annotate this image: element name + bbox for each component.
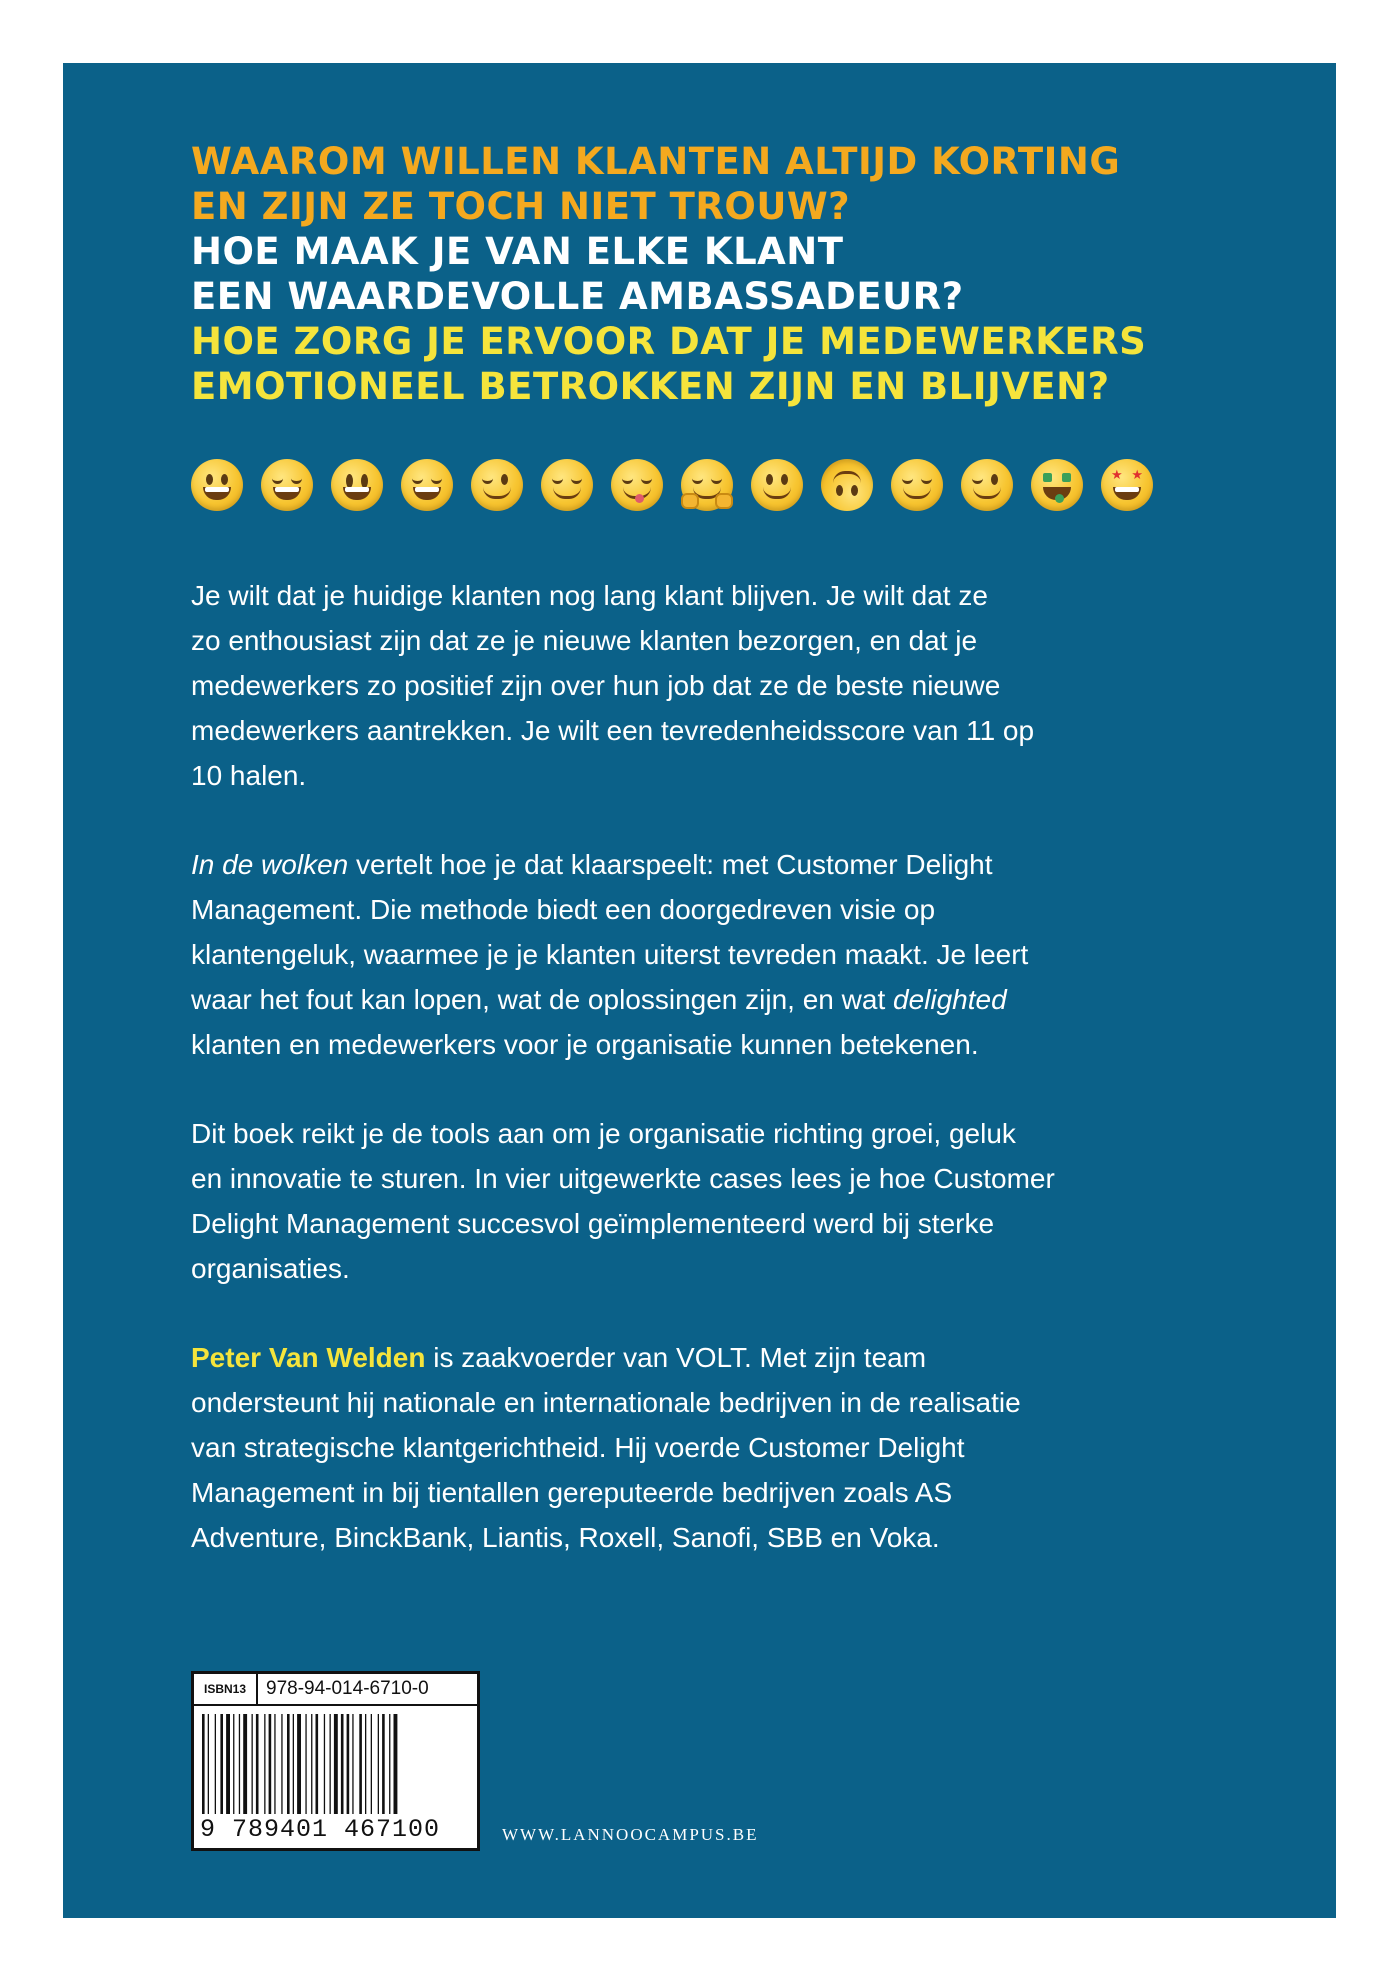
- headline-line: HOE ZORG JE ERVOOR DAT JE MEDEWERKERS: [191, 320, 1147, 363]
- barcode-bar: [316, 1714, 319, 1814]
- beaming-face-icon: [261, 459, 313, 511]
- barcode-bar: [256, 1714, 259, 1814]
- barcode-bar: [297, 1714, 301, 1814]
- book-title: In de wolken: [191, 849, 349, 880]
- text-line: Je wilt dat je huidige klanten nog lang klant blijven. Je wilt dat ze: [191, 580, 988, 611]
- text-line: ondersteunt hij nationale en internationale bedrijven in de realisatie: [191, 1387, 1021, 1418]
- author-name: Peter Van Welden: [191, 1342, 426, 1373]
- text-line: zo enthousiast zijn dat ze je nieuwe klanten bezorgen, en dat je: [191, 625, 978, 656]
- description: [191, 573, 1211, 1604]
- headline-line: EEN WAARDEVOLLE AMBASSADEUR?: [191, 275, 964, 318]
- text-fragment: is zaakvoerder van VOLT. Met zijn team: [425, 1342, 927, 1373]
- isbn-barcode: [191, 1671, 480, 1851]
- paragraph-author: [191, 1335, 1211, 1560]
- barcode-bar: [293, 1714, 294, 1814]
- text-line: [191, 842, 1211, 887]
- barcode-bar: [252, 1714, 253, 1814]
- book-back-cover: [63, 63, 1336, 1918]
- barcode-bar: [239, 1714, 240, 1814]
- text-fragment: waar het fout kan lopen, wat de oplossingen zijn, en wat: [191, 984, 893, 1015]
- text-line: en innovatie te sturen. In vier uitgewerkte cases lees je hoe Customer: [191, 1163, 1055, 1194]
- barcode-bar: [341, 1714, 344, 1814]
- emoji-row: [191, 459, 1153, 511]
- smirking-face-icon: [471, 459, 523, 511]
- barcode-bar: [365, 1714, 366, 1814]
- publisher-website: WWW.LANNOOCAMPUS.BE: [502, 1825, 759, 1844]
- grinning-big-eyes-icon: [331, 459, 383, 511]
- emphasis: delighted: [893, 984, 1007, 1015]
- text-line: klanten en medewerkers voor je organisatie kunnen betekenen.: [191, 1029, 979, 1060]
- text-line: Adventure, BinckBank, Liantis, Roxell, Sanofi, SBB en Voka.: [191, 1522, 940, 1553]
- barcode-bar: [305, 1714, 306, 1814]
- barcode-bar: [208, 1714, 209, 1814]
- headline-line: EMOTIONEEL BETROKKEN ZIJN EN BLIJVEN?: [191, 365, 1110, 408]
- text-line: Management in bij tientallen gereputeerde bedrijven zoals AS: [191, 1477, 953, 1508]
- barcode-bar: [233, 1714, 234, 1814]
- text-line: [191, 1335, 1211, 1380]
- savoring-face-icon: [611, 459, 663, 511]
- isbn-label: ISBN13: [194, 1674, 258, 1704]
- barcode-bar: [382, 1714, 385, 1814]
- barcode-bar: [226, 1714, 230, 1814]
- paragraph-intro: [191, 573, 1211, 798]
- barcode-bar: [220, 1714, 223, 1814]
- barcode-bar: [394, 1714, 398, 1814]
- barcode-bar: [311, 1714, 312, 1814]
- barcode-bar: [389, 1714, 390, 1814]
- barcode-bar: [352, 1714, 353, 1814]
- money-mouth-face-icon: [1031, 459, 1083, 511]
- text-fragment: vertelt hoe je dat klaarspeelt: met Customer Delight: [348, 849, 993, 880]
- text-line: Delight Management succesvol geïmplementeerd werd bij sterke: [191, 1208, 995, 1239]
- text-line: medewerkers aantrekken. Je wilt een tevredenheidsscore van 11 op: [191, 715, 1035, 746]
- barcode-bar: [378, 1714, 379, 1814]
- barcode-bar: [347, 1714, 350, 1814]
- relieved-face-icon: [891, 459, 943, 511]
- barcode-bar: [324, 1714, 325, 1814]
- text-line: van strategische klantgerichtheid. Hij voerde Customer Delight: [191, 1432, 965, 1463]
- isbn-header: [194, 1674, 477, 1706]
- text-line: klantengeluk, waarmee je je klanten uiterst tevreden maakt. Je leert: [191, 939, 1029, 970]
- barcode-bar: [359, 1714, 362, 1814]
- barcode-bar: [274, 1714, 275, 1814]
- barcode-bar: [371, 1714, 372, 1814]
- barcode-bar: [215, 1714, 216, 1814]
- smirking-face-icon: [961, 459, 1013, 511]
- barcode-bar: [330, 1714, 331, 1814]
- barcode-bar: [269, 1714, 272, 1814]
- grinning-face-icon: [191, 459, 243, 511]
- text-line: organisaties.: [191, 1253, 350, 1284]
- paragraph-tools: [191, 1111, 1211, 1291]
- headlines: [191, 139, 1291, 409]
- headline-line: HOE MAAK JE VAN ELKE KLANT: [191, 230, 844, 273]
- slightly-smiling-face-icon: [751, 459, 803, 511]
- barcode-bars: [202, 1714, 467, 1814]
- paragraph-method: [191, 842, 1211, 1067]
- text-line: 10 halen.: [191, 760, 307, 791]
- text-line: [191, 977, 1211, 1022]
- barcode-bar: [264, 1714, 265, 1814]
- text-line: Dit boek reikt je de tools aan om je organisatie richting groei, geluk: [191, 1118, 1016, 1149]
- text-line: Management. Die methode biedt een doorgedreven visie op: [191, 894, 936, 925]
- upside-down-face-icon: [821, 459, 873, 511]
- barcode-bar: [334, 1714, 338, 1814]
- barcode-bar: [202, 1714, 205, 1814]
- isbn-number: 978-94-014-6710-0: [266, 1678, 429, 1699]
- headline-line: EN ZIJN ZE TOCH NIET TROUW?: [191, 185, 851, 228]
- headline-line: WAAROM WILLEN KLANTEN ALTIJD KORTING: [191, 140, 1121, 183]
- barcode-bar: [243, 1714, 247, 1814]
- star-struck-icon: ★ ★: [1101, 459, 1153, 511]
- barcode-bar: [287, 1714, 290, 1814]
- ean-digits: 9 789401 467100: [200, 1815, 441, 1844]
- hugging-face-icon: [681, 459, 733, 511]
- grinning-smiling-eyes-icon: [401, 459, 453, 511]
- text-line: medewerkers zo positief zijn over hun job dat ze de beste nieuwe: [191, 670, 1001, 701]
- barcode-bar: [281, 1714, 282, 1814]
- smiling-face-icon: [541, 459, 593, 511]
